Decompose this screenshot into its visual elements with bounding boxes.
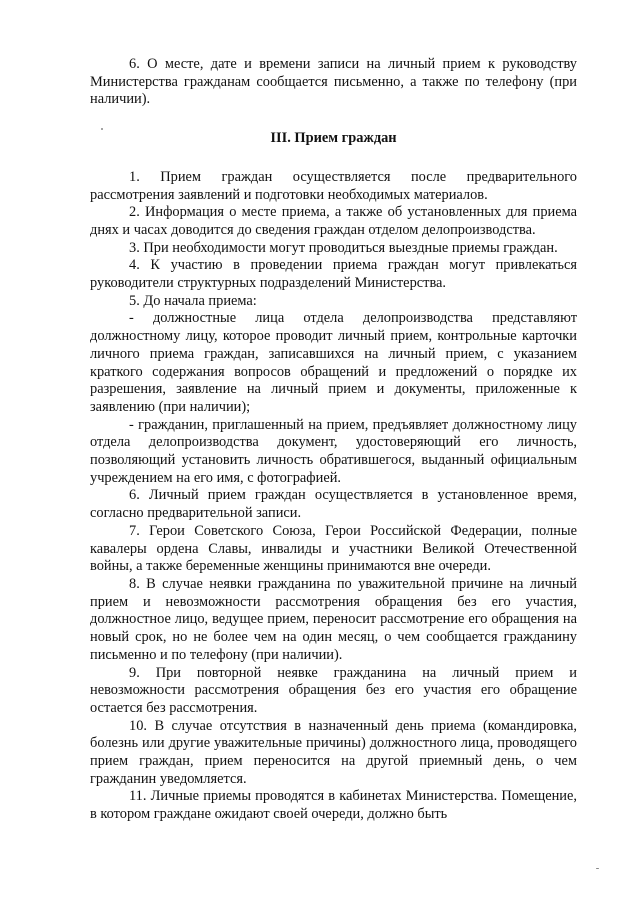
paragraph-10: 10. В случае отсутствия в назначенный день приема (командировка, болезнь или другие уважительные причины) должностного лица, проводящего прием граждан, прием переносится на другой приемный день, о чем гражданин уведомляется. <box>90 717 577 787</box>
paragraph-8: 8. В случае неявки гражданина по уважительной причине на личный прием и невозможности рассмотрения обращения без его участия, должностное лицо, ведущее прием, переносит рассмотрение его обращения на новый срок, но не более чем на один месяц, о чем сообщается гражданину письменно и по телефону (при наличии). <box>90 575 577 663</box>
paragraph-5-item-2: - гражданин, приглашенный на прием, предъявляет должностному лицу отдела делопроизводства документ, удостоверяющий его личность, позволяющий установить личность обратившегося, выданный официальным учреждением на его имя, с фотографией. <box>90 416 577 486</box>
paragraph-5: 5. До начала приема: <box>129 292 257 309</box>
paragraph-6: 6. Личный прием граждан осуществляется в установленное время, согласно предварительной записи. <box>90 487 577 522</box>
document-page <box>90 56 577 824</box>
section-heading: III. Прием граждан <box>270 130 397 147</box>
paragraph-3: 3. При необходимости могут проводиться выездные приемы граждан. <box>129 239 558 256</box>
intro-paragraph: 6. О месте, дате и времени записи на личный прием к руководству Министерства гражданам сообщается письменно, а также по телефону (при наличии). <box>90 56 577 108</box>
paragraph-4: 4. К участию в проведении приема граждан могут привлекаться руководители структурных подразделений Министерства. <box>90 257 577 292</box>
scan-speck <box>596 868 599 869</box>
paragraph-9: 9. При повторной неявке гражданина на личный прием и невозможности рассмотрения обращения без его участия его обращение остается без рассмотрения. <box>90 664 577 716</box>
paragraph-5-item-1: - должностные лица отдела делопроизводства представляют должностному лицу, которое проводит личный прием, контрольные карточки личного приема граждан, записавшихся на личный прием, с указанием краткого содержания вопросов обращений и предложений о порядке их разрешения, заявление на личный прием и документы, приложенные к заявлению (при наличии); <box>90 310 577 415</box>
paragraph-2: 2. Информация о месте приема, а также об установленных для приема днях и часах доводится до сведения граждан отделом делопроизводства. <box>90 204 577 238</box>
paragraph-11: 11. Личные приемы проводятся в кабинетах Министерства. Помещение, в котором граждане ожидают своей очереди, должно быть <box>90 788 577 823</box>
paragraph-7: 7. Герои Советского Союза, Герои Российской Федерации, полные кавалеры ордена Славы, инвалиды и участники Великой Отечественной войны, а также беременные женщины принимаются вне очереди. <box>90 522 577 575</box>
paragraph-1: 1. Прием граждан осуществляется после предварительного рассмотрения заявлений и подготовки необходимых материалов. <box>90 168 577 203</box>
scan-speck <box>101 128 103 130</box>
